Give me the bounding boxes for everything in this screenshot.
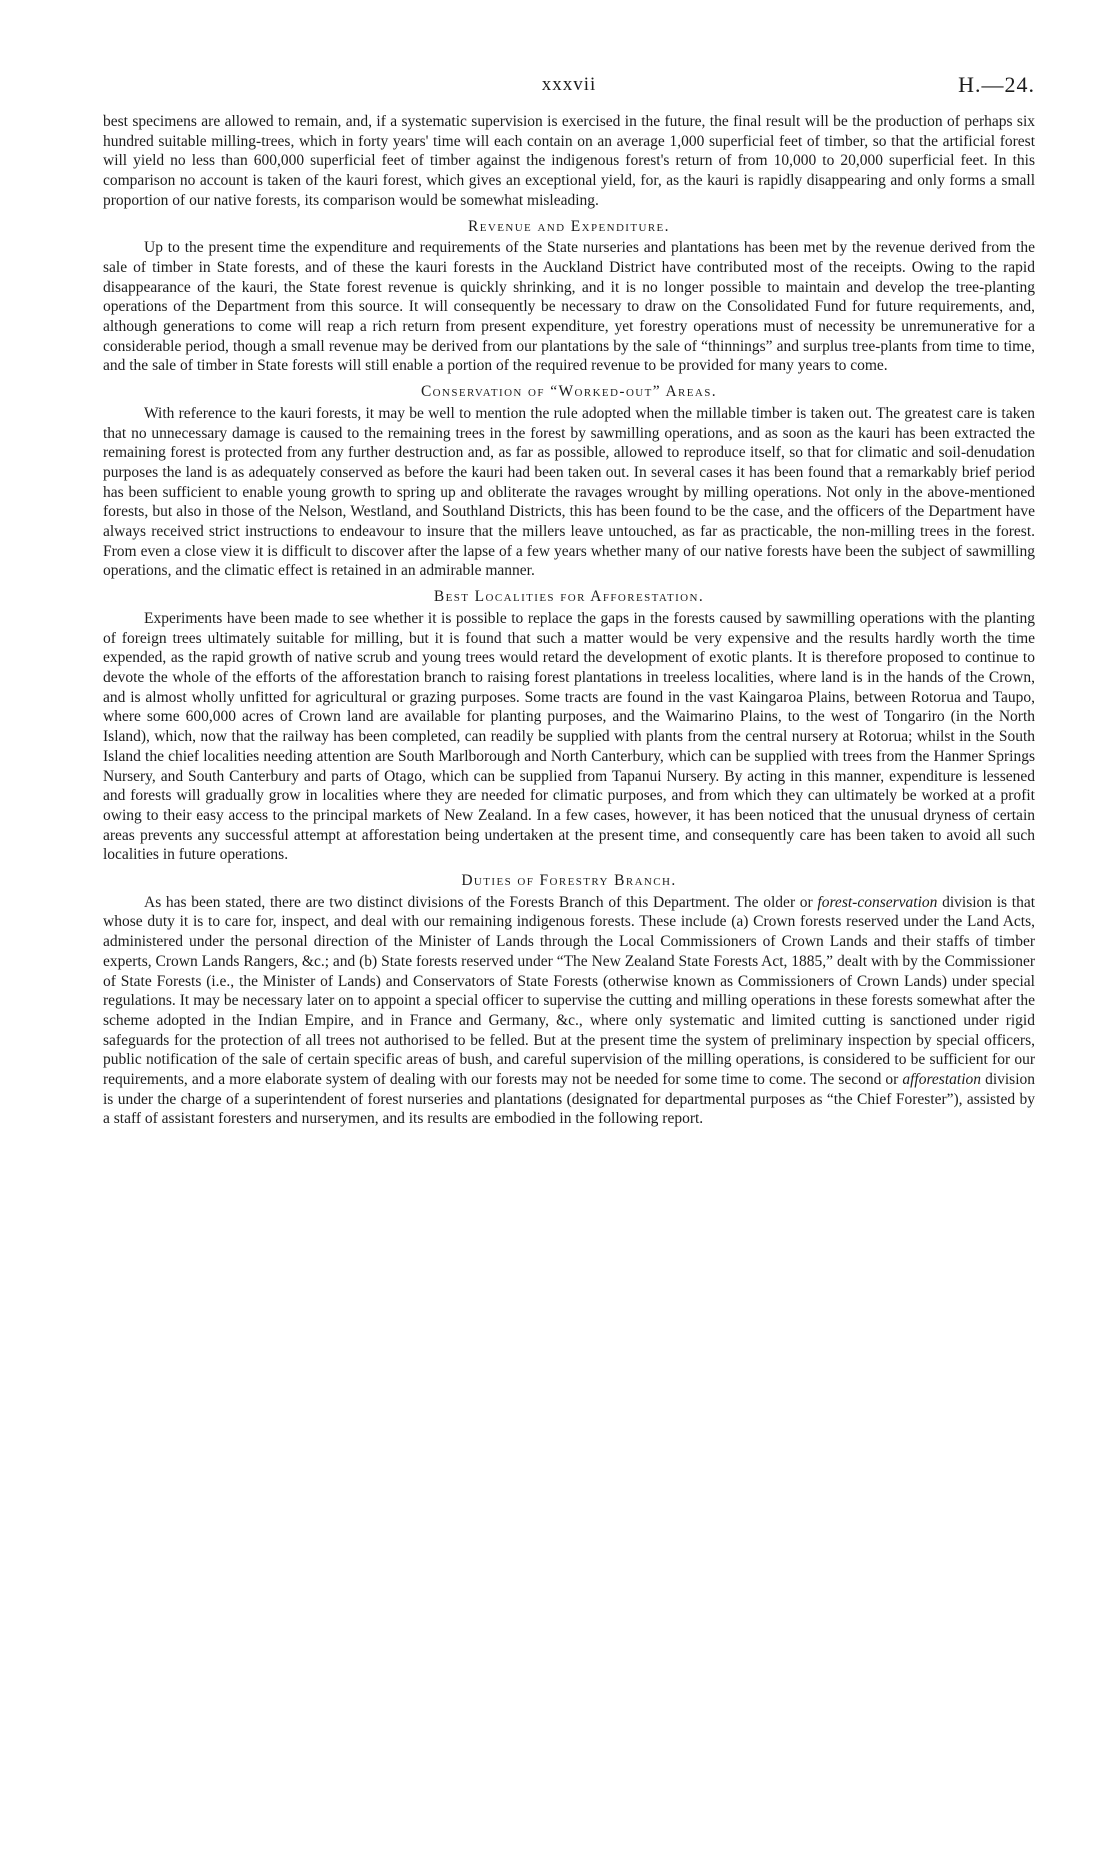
localities-paragraph: Experiments have been made to see whether it is possible to replace the gaps in the forests caused by sawmilling operations with the planting of foreign trees ultimately suitable for milling, but it is found that such a matter would be very expensive and the results hardly worth the time expended, as the rapid growth of native scrub and young trees would retard the development of exotic plants. It is therefore proposed to continue to devote the whole of the efforts of the afforestation branch to raising forest plantations in treeless localities, where land is in the hands of the Crown, and is almost wholly unfitted for agricultural or grazing purposes. Some tracts are found in the vast Kaingaroa Plains, between Rotorua and Taupo, where some 600,000 acres of Crown land are available for planting purposes, and the Waimarino Plains, to the west of Tongariro (in the North Island), which, now that the railway has been completed, can readily be supplied with plants from the central nursery at Rotorua; whilst in the South Island the chief localities needing attention are South Marlborough and North Canterbury, which can be supplied with trees from the Hanmer Springs Nursery, and South Canterbury and parts of Otago, which can be supplied from Tapanui Nursery. By acting in this manner, expenditure is lessened and forests will gradually grow in localities where they are needed for climatic purposes, and from which they can ultimately be worked at a profit owing to their easy access to the principal markets of New Zealand. In a few cases, however, it has been noticed that the unusual dryness of certain areas prevents any successful attempt at afforestation being undertaken at the present time, and consequently care has been taken to avoid all such localities in future operations.: [103, 609, 1035, 864]
revenue-paragraph: Up to the present time the expenditure and requirements of the State nurseries and plantations has been met by the revenue derived from the sale of timber in State forests, and of these the kauri forests in the Auckland District have contributed most of the receipts. Owing to the rapid disappearance of the kauri, the State forest revenue is quickly shrinking, and it is no longer possible to maintain and develop the tree-planting operations of the Department from this source. It will consequently be necessary to draw on the Consolidated Fund for future requirements, and, although generations to come will reap a rich return from present expenditure, yet forestry operations must of necessity be unremunerative for a considerable period, though a small revenue may be derived from our plantations by the sale of “thinnings” and surplus tree-plants from time to time, and the sale of timber in State forests will still enable a portion of the required revenue to be provided for many years to come.: [103, 239, 1035, 375]
intro-paragraph: best specimens are allowed to remain, and, if a systematic supervision is exercised in the future, the final result will be the production of perhaps six hundred suitable milling-trees, which in forty years' time will each contain on an average 1,000 superficial feet of timber, so that the artificial forest will yield no less than 600,000 superficial feet of timber against the indigenous forest's return of from 10,000 to 20,000 superficial feet. In this comparison no account is taken of the kauri forest, which gives an exceptional yield, for, as the kauri is rapidly disappearing and only forms a small proportion of our native forests, its comparison would be somewhat misleading.: [103, 113, 1035, 209]
duties-heading: Duties of Forestry Branch.: [461, 872, 677, 890]
duties-text-part-1: As has been stated, there are two distinct divisions of the Forests Branch of this Department. The older or: [144, 893, 813, 911]
conservation-heading: Conservation of “Worked-out” Areas.: [420, 383, 718, 401]
page-header: [103, 74, 1035, 112]
duties-text-part-2: division is that whose duty it is to care for, inspect, and deal with our remaining indigenous forests. These include (a) Crown forests reserved under the Land Acts, administered under the personal direction of the Minister of Lands through the Local Commissioners of Crown Lands and their staffs of timber experts, Crown Lands Rangers, &c.; and (b) State forests reserved under “The New Zealand State Forests Act, 1885,” dealt with by the Commissioner of State Forests (i.e., the Minister of Lands) and Conservators of State Forests (otherwise known as Commissioners of Crown Lands) under special regulations. It may be necessary later on to appoint a special officer to supervise the cutting and milling operations in these forests somewhat after the scheme adopted in the Indian Empire, and in France and Germany, &c., where only systematic and limited cutting is sanctioned under rigid safeguards for the protection of all trees not authorised to be felled. But at the present time the system of preliminary inspection by special officers, public notification of the sale of certain specific areas of bush, and careful supervision of the milling operations, is considered to be sufficient for our requirements, and a more elaborate system of dealing with our forests may not be needed for some time to come. The second or: [103, 893, 1036, 1089]
localities-heading: Best Localities for Afforestation.: [433, 588, 705, 606]
forest-conservation-term: forest-conservation: [817, 893, 938, 911]
duties-paragraph: [103, 893, 1035, 1129]
afforestation-term: afforestation: [902, 1071, 982, 1089]
revenue-heading: Revenue and Expenditure.: [468, 217, 670, 235]
document-page: [103, 74, 1035, 1129]
conservation-paragraph: With reference to the kauri forests, it may be well to mention the rule adopted when the millable timber is taken out. The greatest care is taken that no unnecessary damage is caused to the remaining trees in the forest by sawmilling operations, and as soon as the kauri has been extracted the remaining forest is protected from any further destruction and, as far as possible, allowed to reproduce itself, so that for climatic and soil-denudation purposes the land is as adequately conserved as before the kauri had been taken out. In several cases it has been found that a remarkably brief period has been sufficient to enable young growth to spring up and obliterate the ravages wrought by milling operations. Not only in the above-mentioned forests, but also in those of the Nelson, Westland, and Southland Districts, this has been found to be the case, and the officers of the Department have always received strict instructions to endeavour to insure that the millers leave untouched, as far as practicable, the non-milling trees in the forest. From even a close view it is difficult to discover after the lapse of a few years whether many of our native forests have been the subject of sawmilling operations, and the climatic effect is retained in an admirable manner.: [103, 404, 1035, 580]
duties-text-part-3: division is under the charge of a superintendent of forest nurseries and plantations (designated for departmental purposes as “the Chief Forester”), assisted by a staff of assistant foresters and nurserymen, and its results are embodied in the following report.: [103, 1071, 1036, 1128]
page-number: xxxvii: [541, 74, 597, 95]
document-reference: H.—24.: [958, 72, 1035, 97]
